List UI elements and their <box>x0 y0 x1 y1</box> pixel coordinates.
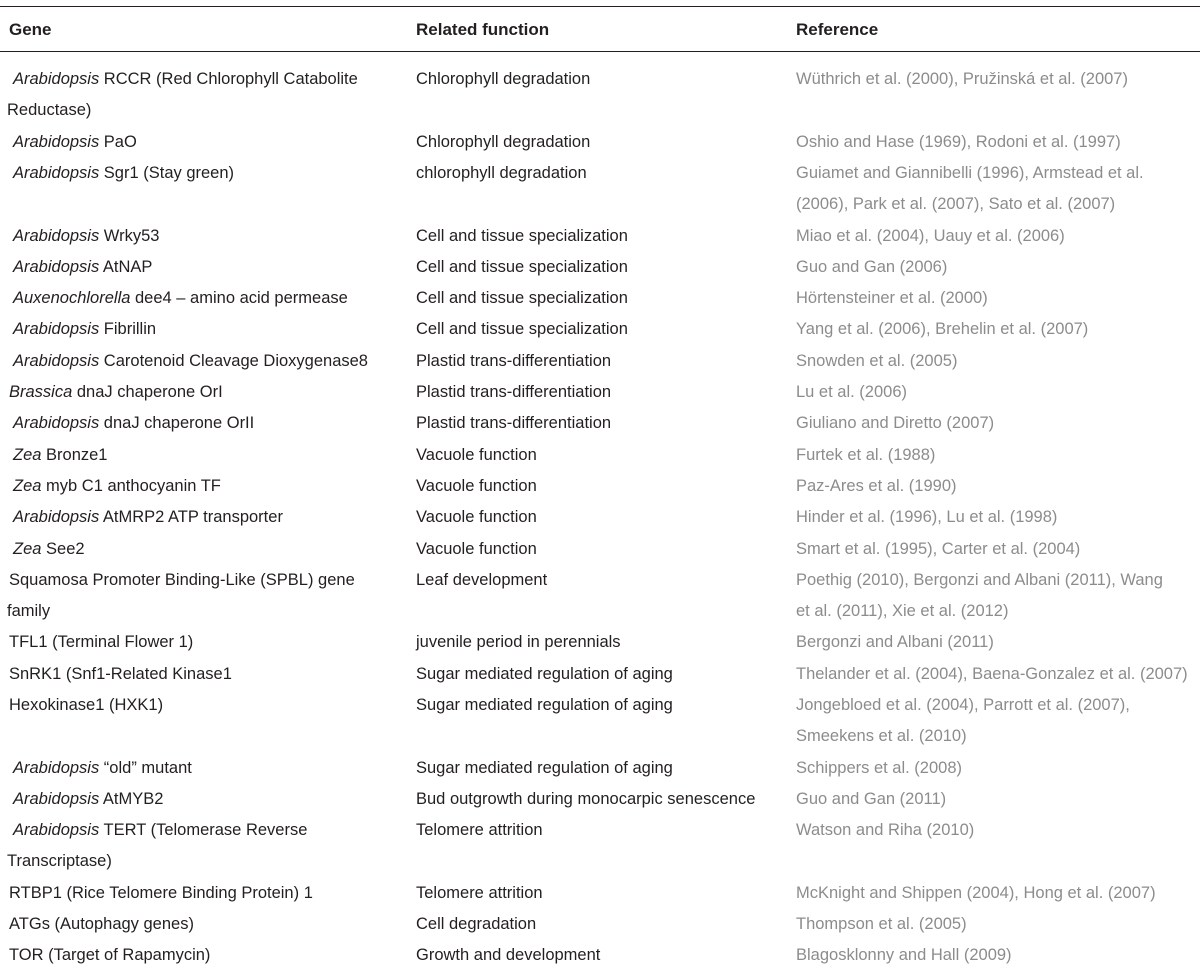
reference-cell <box>796 408 1196 439</box>
reference-cell <box>796 283 1196 314</box>
gene-name: dee4 – amino acid permease <box>130 289 348 308</box>
reference-cell <box>796 502 1196 533</box>
function-cell: Plastid trans-differentiation <box>416 383 612 401</box>
table-row <box>0 878 1200 909</box>
genus-name: Arabidopsis <box>13 132 100 151</box>
gene-name: TERT (Telomerase Reverse <box>99 821 308 840</box>
gene-name: RCCR (Red Chlorophyll Catabolite <box>99 70 358 88</box>
table-row <box>0 221 1200 252</box>
gene-name: Hexokinase1 (HXK1) <box>9 696 164 714</box>
gene-name: TOR (Target of Rapamycin) <box>9 946 211 965</box>
table-row <box>0 127 1200 158</box>
reference-cell <box>796 252 1196 283</box>
reference-cell <box>796 314 1196 345</box>
gene-name: PaO <box>99 132 137 151</box>
gene-cell <box>9 815 404 878</box>
genus-name: Arabidopsis <box>13 70 100 88</box>
function-cell: Chlorophyll degradation <box>416 132 591 151</box>
gene-cell <box>9 659 404 690</box>
table-row <box>0 565 1200 628</box>
genus-name: Arabidopsis <box>13 257 100 276</box>
function-cell: Growth and development <box>416 946 601 965</box>
reference-cell <box>796 815 1196 846</box>
genus-name: Zea <box>13 476 42 495</box>
table-row <box>0 627 1200 658</box>
reference-text: Schippers et al. (2008) <box>796 758 963 777</box>
function-cell: Vacuole function <box>416 508 537 527</box>
genus-name: Arabidopsis <box>13 226 100 245</box>
reference-text: McKnight and Shippen (2004), Hong et al. (2007) <box>796 883 1156 902</box>
table-row <box>0 377 1200 408</box>
gene-name: dnaJ chaperone OrI <box>72 383 223 401</box>
gene-cell <box>9 690 404 721</box>
reference-cell <box>796 753 1196 784</box>
genus-name: Zea <box>13 445 42 464</box>
reference-text: Paz-Ares et al. (1990) <box>796 476 957 495</box>
gene-cell <box>9 502 404 533</box>
reference-text: Guiamet and Giannibelli (1996), Armstead et al. <box>796 163 1144 182</box>
gene-name: dnaJ chaperone OrII <box>99 414 255 433</box>
gene-cell <box>9 565 404 628</box>
table-row <box>0 440 1200 471</box>
reference-cell <box>796 377 1196 408</box>
function-cell: Cell and tissue specialization <box>416 257 628 276</box>
gene-name: AtMYB2 <box>99 789 164 808</box>
genus-name: Auxenochlorella <box>13 289 131 308</box>
gene-name-cont: Transcriptase) <box>7 852 112 871</box>
function-cell: Telomere attrition <box>416 883 543 902</box>
reference-text: Furtek et al. (1988) <box>796 445 936 464</box>
function-cell: Vacuole function <box>416 445 537 464</box>
reference-text: Hinder et al. (1996), Lu et al. (1998) <box>796 508 1058 527</box>
gene-name: RTBP1 (Rice Telomere Binding Protein) 1 <box>9 883 313 902</box>
gene-name: SnRK1 (Snf1-Related Kinase1 <box>9 664 232 683</box>
reference-cell <box>796 127 1196 158</box>
function-cell: Cell and tissue specialization <box>416 289 628 308</box>
gene-name: TFL1 (Terminal Flower 1) <box>9 633 194 652</box>
gene-cell <box>9 283 404 314</box>
genus-name: Arabidopsis <box>13 351 100 370</box>
header-function: Related function <box>416 20 550 39</box>
table-row <box>0 753 1200 784</box>
function-cell: Cell degradation <box>416 915 537 934</box>
reference-text: Oshio and Hase (1969), Rodoni et al. (1997) <box>796 132 1121 151</box>
reference-text: Wüthrich et al. (2000), Pružinská et al. (2007) <box>796 70 1128 88</box>
table-row <box>0 940 1200 971</box>
table-row <box>0 158 1200 221</box>
reference-cell <box>796 158 1196 221</box>
gene-cell <box>9 127 404 158</box>
gene-cell <box>9 346 404 377</box>
table-row <box>0 64 1200 127</box>
reference-text: Watson and Riha (2010) <box>796 821 975 840</box>
genus-name: Arabidopsis <box>13 320 100 339</box>
function-cell: Chlorophyll degradation <box>416 70 591 88</box>
gene-cell <box>9 940 404 971</box>
function-cell: Cell and tissue specialization <box>416 320 628 339</box>
function-cell: Leaf development <box>416 570 548 589</box>
function-cell: Vacuole function <box>416 476 537 495</box>
genus-name: Arabidopsis <box>13 508 100 527</box>
table-row <box>0 408 1200 439</box>
reference-text: Lu et al. (2006) <box>796 383 907 401</box>
header-reference: Reference <box>796 20 879 39</box>
reference-text: Yang et al. (2006), Brehelin et al. (2007) <box>796 320 1089 339</box>
gene-name-cont: Reductase) <box>7 101 92 120</box>
gene-cell <box>9 878 404 909</box>
reference-text: Bergonzi and Albani (2011) <box>796 633 994 652</box>
gene-name: Fibrillin <box>99 320 157 339</box>
function-cell: chlorophyll degradation <box>416 163 587 182</box>
function-cell: Plastid trans-differentiation <box>416 351 612 370</box>
gene-cell <box>9 909 404 940</box>
genus-name: Arabidopsis <box>13 789 100 808</box>
function-cell: Plastid trans-differentiation <box>416 414 612 433</box>
reference-text: Giuliano and Diretto (2007) <box>796 414 995 433</box>
table-row <box>0 314 1200 345</box>
genus-name: Arabidopsis <box>13 414 100 433</box>
reference-text: Miao et al. (2004), Uauy et al. (2006) <box>796 226 1065 245</box>
reference-text: Thelander et al. (2004), Baena-Gonzalez et al. (2007) <box>796 664 1188 683</box>
gene-cell <box>9 377 404 408</box>
gene-cell <box>9 314 404 345</box>
reference-cell <box>796 940 1196 971</box>
reference-cell <box>796 627 1196 658</box>
reference-text: Thompson et al. (2005) <box>796 915 967 934</box>
gene-name: AtNAP <box>99 257 153 276</box>
reference-text: Guo and Gan (2006) <box>796 257 948 276</box>
function-cell: Cell and tissue specialization <box>416 226 628 245</box>
reference-cell <box>796 659 1196 690</box>
reference-cell <box>796 784 1196 815</box>
reference-cell <box>796 690 1196 753</box>
reference-cell <box>796 909 1196 940</box>
top-rule <box>0 6 1200 7</box>
reference-cell <box>796 440 1196 471</box>
gene-cell <box>9 784 404 815</box>
reference-cell <box>796 878 1196 909</box>
gene-cell <box>9 408 404 439</box>
gene-cell <box>9 252 404 283</box>
gene-cell <box>9 158 404 189</box>
gene-name-cont: family <box>7 602 51 621</box>
header-rule <box>0 51 1200 52</box>
gene-cell <box>9 471 404 502</box>
genus-name: Arabidopsis <box>13 821 100 840</box>
table-row <box>0 909 1200 940</box>
reference-cell <box>796 64 1196 95</box>
header-gene: Gene <box>9 20 52 39</box>
table-row <box>0 502 1200 533</box>
reference-cell <box>796 534 1196 565</box>
gene-name: See2 <box>41 539 85 558</box>
gene-cell <box>9 221 404 252</box>
reference-text: Poethig (2010), Bergonzi and Albani (2011), Wang <box>796 570 1163 589</box>
table-row <box>0 283 1200 314</box>
function-cell: Telomere attrition <box>416 821 543 840</box>
function-cell: Sugar mediated regulation of aging <box>416 696 673 714</box>
gene-cell <box>9 440 404 471</box>
reference-text-cont: (2006), Park et al. (2007), Sato et al. (2007) <box>796 195 1116 214</box>
gene-name: Wrky53 <box>99 226 160 245</box>
reference-text-cont: et al. (2011), Xie et al. (2012) <box>796 602 1009 621</box>
gene-cell <box>9 534 404 565</box>
reference-text: Guo and Gan (2011) <box>796 789 947 808</box>
gene-name: Squamosa Promoter Binding-Like (SPBL) gene <box>9 570 355 589</box>
gene-cell <box>9 627 404 658</box>
reference-text: Blagosklonny and Hall (2009) <box>796 946 1012 965</box>
function-cell: Bud outgrowth during monocarpic senescence <box>416 789 756 808</box>
reference-text: Snowden et al. (2005) <box>796 351 958 370</box>
genus-name: Zea <box>13 539 42 558</box>
gene-name: myb C1 anthocyanin TF <box>41 476 221 495</box>
reference-text-cont: Smeekens et al. (2010) <box>796 727 967 746</box>
table-row <box>0 346 1200 377</box>
gene-name: ATGs (Autophagy genes) <box>9 915 194 934</box>
gene-name: Carotenoid Cleavage Dioxygenase8 <box>99 351 368 370</box>
table-row <box>0 815 1200 878</box>
gene-cell <box>9 753 404 784</box>
reference-cell <box>796 346 1196 377</box>
genus-name: Brassica <box>9 383 73 401</box>
reference-cell <box>796 565 1196 628</box>
reference-text: Jongebloed et al. (2004), Parrott et al. (2007), <box>796 696 1130 714</box>
genus-name: Arabidopsis <box>13 163 100 182</box>
reference-cell <box>796 221 1196 252</box>
table-row <box>0 690 1200 753</box>
table-row <box>0 659 1200 690</box>
gene-cell <box>9 64 404 127</box>
function-cell: Sugar mediated regulation of aging <box>416 758 673 777</box>
table-row <box>0 471 1200 502</box>
table-row <box>0 534 1200 565</box>
gene-name: Sgr1 (Stay green) <box>99 163 235 182</box>
reference-text: Smart et al. (1995), Carter et al. (2004) <box>796 539 1081 558</box>
gene-name: “old” mutant <box>99 758 192 777</box>
table-row <box>0 784 1200 815</box>
table-row <box>0 252 1200 283</box>
reference-cell <box>796 471 1196 502</box>
function-cell: Sugar mediated regulation of aging <box>416 664 673 683</box>
function-cell: Vacuole function <box>416 539 537 558</box>
gene-name: Bronze1 <box>41 445 108 464</box>
gene-name: AtMRP2 ATP transporter <box>99 508 283 527</box>
function-cell: juvenile period in perennials <box>416 633 621 652</box>
genus-name: Arabidopsis <box>13 758 100 777</box>
reference-text: Hörtensteiner et al. (2000) <box>796 289 988 308</box>
